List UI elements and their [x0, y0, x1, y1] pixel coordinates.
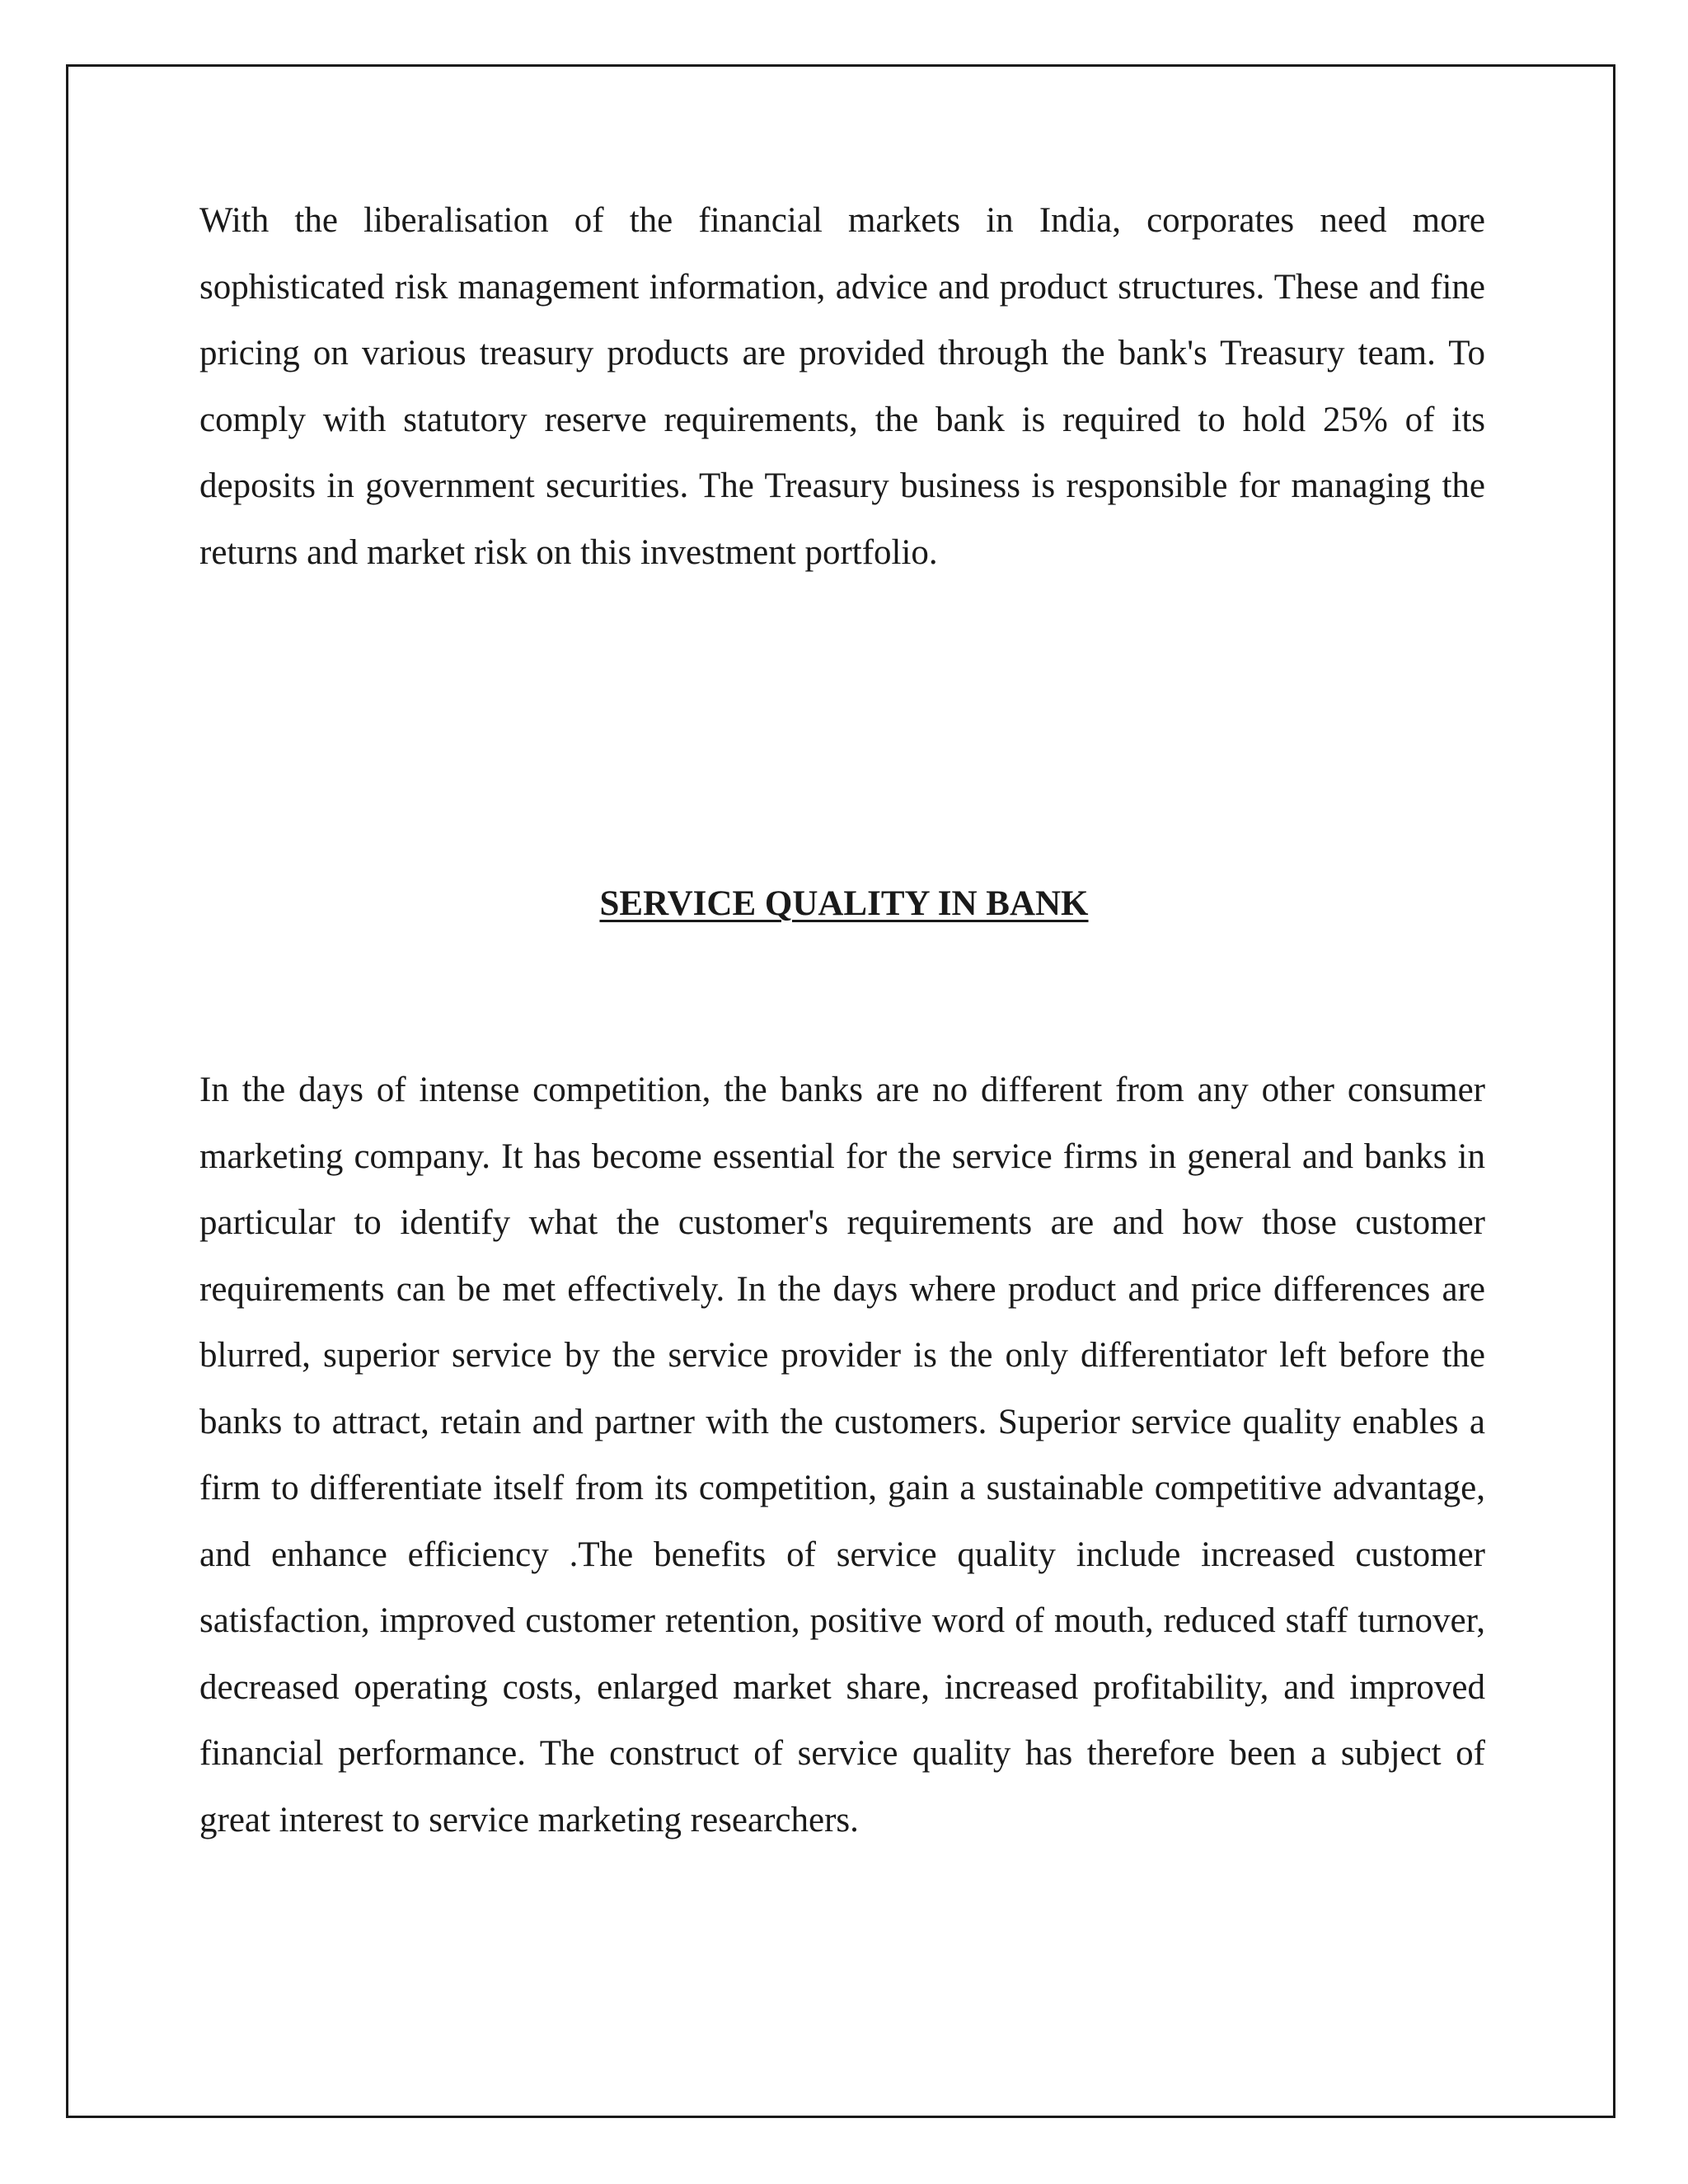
- section-heading: SERVICE QUALITY IN BANK: [599, 884, 1089, 923]
- service-quality-paragraph: In the days of intense competition, the banks are no different from any other consumer marketing company. It has become essential for the service firms in general and banks in particular to identify what the customer's requirements are and how those customer requirements can be met effectively. In the days where product and price differences are blurred, superior service by the service provider is the only differentiator left before the banks to attract, retain and partner with the customers. Superior service quality enables a firm to differentiate itself from its competition, gain a sustainable competitive advantage, and enhance efficiency .The benefits of service quality include increased customer satisfaction, improved customer retention, positive word of mouth, reduced staff turnover, decreased operating costs, enlarged market share, increased profitability, and improved financial performance. The construct of service quality has therefore been a subject of great interest to service marketing researchers.: [199, 1071, 1485, 1840]
- treasury-paragraph: With the liberalisation of the financial markets in India, corporates need more sophisticated risk management information, advice and product structures. These and fine pricing on various treasury products are provided through the bank's Treasury team. To comply with statutory reserve requirements, the bank is required to hold 25% of its deposits in government securities. The Treasury business is responsible for managing the returns and market risk on this investment portfolio.: [199, 201, 1485, 572]
